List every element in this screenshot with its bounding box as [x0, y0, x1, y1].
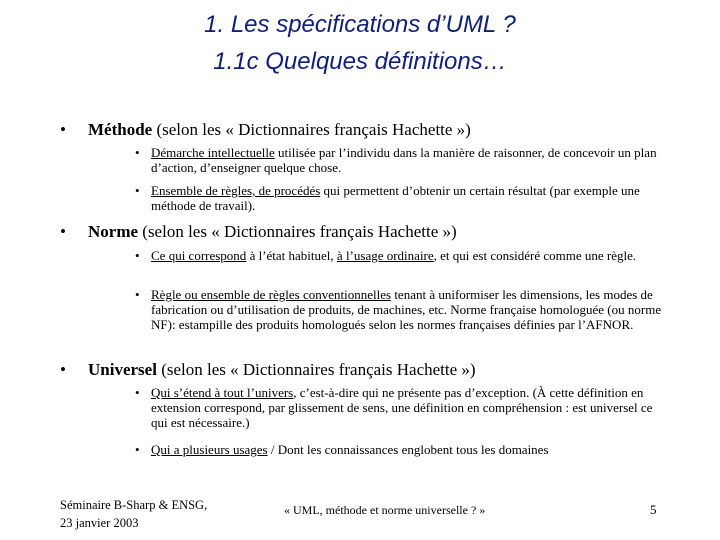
term-methode: Méthode [88, 120, 153, 139]
bullet-icon: • [60, 120, 66, 139]
underlined-key-phrase: à l’usage ordinaire [336, 248, 434, 263]
page-number: 5 [650, 502, 657, 517]
bullet-icon: • [135, 145, 140, 160]
bullet-icon: • [135, 183, 140, 198]
bullet-icon: • [60, 222, 66, 241]
sub-definition: • Démarche intellectuelle utilisée par l’individu dans la manière de raisonner, de concevoir un plan d’action, d’enseigner quelque chose. [135, 145, 657, 175]
underlined-key-phrase: Ce qui correspond [151, 248, 247, 263]
sub-definition: • Qui s’étend à tout l’univers, c’est-à-dire qui ne présente pas d’exception. (À cette définition en extension correspond, par glissement de sens, une définition en compréhension : est universel ce qui est nécessaire.) [135, 385, 653, 430]
term-norme: Norme [88, 222, 139, 241]
bullet-icon: • [60, 360, 66, 379]
bullet-icon: • [135, 248, 140, 263]
sub-definition: • Ce qui correspond à l’état habituel, à l’usage ordinaire, et qui est considéré comme une règle. [135, 248, 637, 263]
footer-event-date: 23 janvier 2003 [60, 516, 139, 530]
footer-event-name: Séminaire B-Sharp & ENSG, [60, 498, 208, 512]
underlined-key-phrase: Démarche intellectuelle [151, 145, 275, 160]
slide-title-line-1: 1. Les spécifications d’UML ? [204, 11, 516, 38]
underlined-key-phrase: Règle ou ensemble de règles conventionnelles [151, 287, 392, 302]
bullet-icon: • [135, 442, 140, 457]
footer-event [60, 496, 207, 532]
bullet-icon: • [135, 287, 140, 302]
slide-title-line-2: 1.1c Quelques définitions… [213, 48, 507, 75]
term-source: (selon les « Dictionnaires français Hachette ») [156, 360, 476, 379]
sub-definition: • Qui a plusieurs usages / Dont les connaissances englobent tous les domaines [135, 442, 549, 457]
footer-presentation-title: « UML, méthode et norme universelle ? » [284, 503, 486, 517]
underlined-key-phrase: Qui a plusieurs usages [151, 442, 268, 457]
underlined-key-phrase: Qui s’étend à tout l’univers [151, 385, 294, 400]
term-source: (selon les « Dictionnaires français Hachette ») [152, 120, 471, 139]
term-source: (selon les « Dictionnaires français Hachette ») [138, 222, 457, 241]
bullet-icon: • [135, 385, 140, 400]
sub-definition: • Ensemble de règles, de procédés qui permettent d’obtenir un certain résultat (par exemple une méthode de travail). [135, 183, 640, 213]
sub-definition: • Règle ou ensemble de règles conventionnelles tenant à uniformiser les dimensions, les modes de fabrication ou d’utilisation de produits, de machines, etc. Norme française homologuée (ou norme NF): estampille des produits homologués selon les normes françaises définies par l’AFNOR. [135, 287, 662, 332]
term-universel: Universel [88, 360, 157, 379]
underlined-key-phrase: Ensemble de règles, de procédés [151, 183, 321, 198]
